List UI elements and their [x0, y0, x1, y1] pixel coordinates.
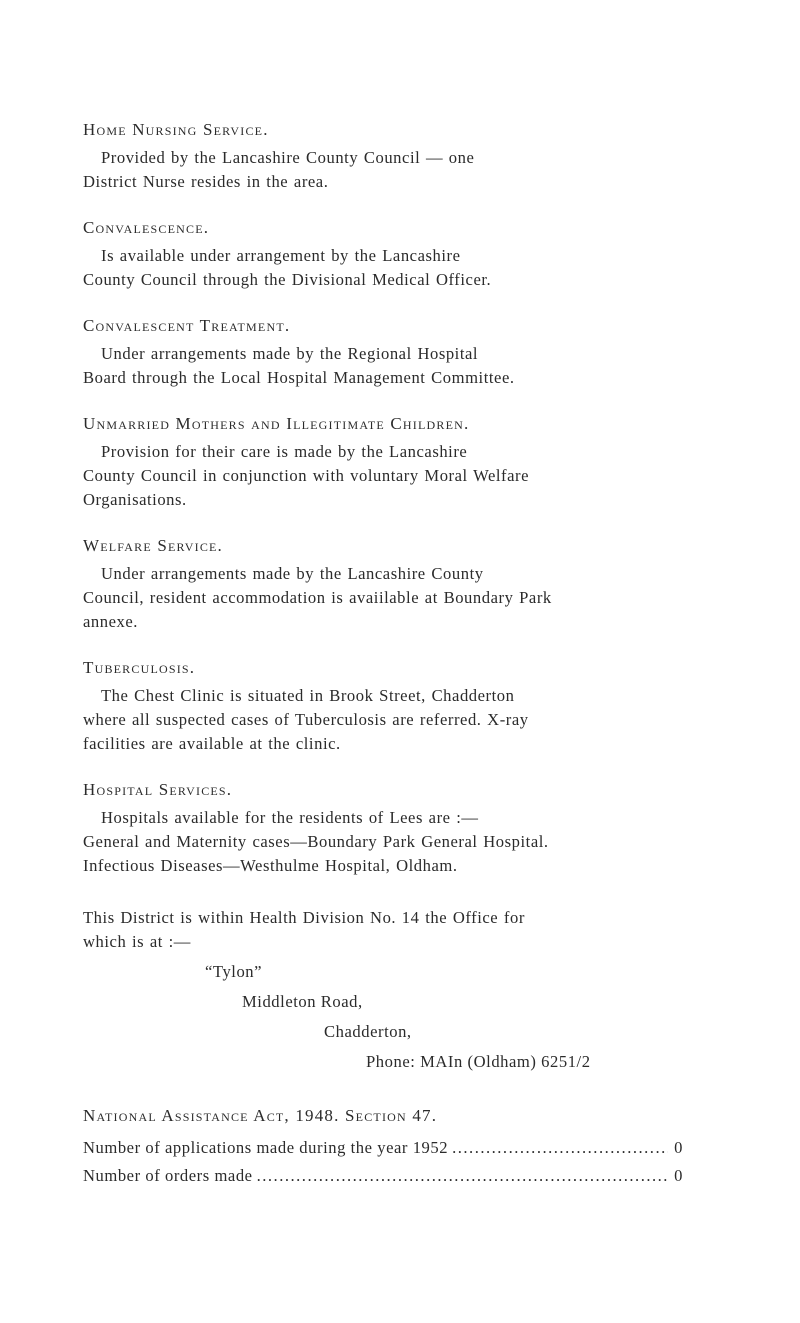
stat-value: 0	[674, 1138, 683, 1157]
text-line: Is available under arrangement by the Lancashire	[101, 246, 461, 265]
section-heading: Welfare Service.	[83, 536, 224, 555]
stat-value: 0	[674, 1166, 683, 1185]
text-line: Hospitals available for the residents of Lees are :—	[101, 808, 479, 827]
section-unmarried-mothers	[83, 412, 683, 512]
section-body	[83, 684, 683, 756]
section-hospital-services	[83, 778, 683, 878]
section-heading: Hospital Services.	[83, 780, 233, 799]
text-line: Organisations.	[83, 490, 187, 509]
section-body	[83, 342, 683, 390]
section-tuberculosis	[83, 656, 683, 756]
office-address-town: Chadderton,	[324, 1022, 412, 1041]
text-line: The Chest Clinic is situated in Brook Street, Chadderton	[101, 686, 515, 705]
text-line: Under arrangements made by the Lancashire County	[101, 564, 484, 583]
text-line: District Nurse resides in the area.	[83, 172, 329, 191]
office-address-name: “Tylon”	[205, 962, 263, 981]
office-phone: Phone: MAIn (Oldham) 6251/2	[366, 1052, 591, 1071]
section-office	[83, 906, 683, 1074]
text-line: which is at :—	[83, 932, 191, 951]
office-text	[83, 906, 683, 954]
stat-label: Number of orders made	[83, 1166, 253, 1185]
leader-dots	[452, 1136, 668, 1160]
text-line: County Council in conjunction with voluntary Moral Welfare	[83, 466, 530, 485]
section-heading: Unmarried Mothers and Illegitimate Children.	[83, 414, 470, 433]
document-page	[83, 118, 683, 1210]
text-line: Board through the Local Hospital Management Committee.	[83, 368, 515, 387]
section-welfare-service	[83, 534, 683, 634]
text-line: where all suspected cases of Tuberculosis are referred. X-ray	[83, 710, 529, 729]
text-line: Under arrangements made by the Regional Hospital	[101, 344, 479, 363]
text-line: Council, resident accommodation is avaiilable at Boundary Park	[83, 588, 552, 607]
text-line: facilities are available at the clinic.	[83, 734, 341, 753]
section-body	[83, 806, 683, 878]
section-body	[83, 562, 683, 634]
text-line: County Council through the Divisional Medical Officer.	[83, 270, 492, 289]
leader-dots	[257, 1164, 669, 1188]
section-heading: Convalescence.	[83, 218, 210, 237]
section-body	[83, 440, 683, 512]
section-convalescent-treatment	[83, 314, 683, 390]
section-home-nursing	[83, 118, 683, 194]
text-line: General and Maternity cases—Boundary Park General Hospital.	[83, 832, 549, 851]
text-line: Provided by the Lancashire County Council — one	[101, 148, 475, 167]
section-body	[83, 244, 683, 292]
section-body	[83, 146, 683, 194]
section-heading: Convalescent Treatment.	[83, 316, 291, 335]
text-line: annexe.	[83, 612, 138, 631]
text-line: Infectious Diseases—Westhulme Hospital, Oldham.	[83, 856, 458, 875]
section-heading: Tuberculosis.	[83, 658, 196, 677]
section-convalescence	[83, 216, 683, 292]
text-line: Provision for their care is made by the Lancashire	[101, 442, 468, 461]
text-line: This District is within Health Division No. 14 the Office for	[83, 908, 525, 927]
section-heading: Home Nursing Service.	[83, 120, 269, 139]
stat-row-orders	[83, 1164, 683, 1188]
stat-row-applications	[83, 1136, 683, 1160]
stat-label: Number of applications made during the year 1952	[83, 1138, 449, 1157]
section-national-assistance	[83, 1104, 683, 1188]
section-heading: National Assistance Act, 1948. Section 47.	[83, 1106, 438, 1125]
office-address-road: Middleton Road,	[242, 992, 363, 1011]
